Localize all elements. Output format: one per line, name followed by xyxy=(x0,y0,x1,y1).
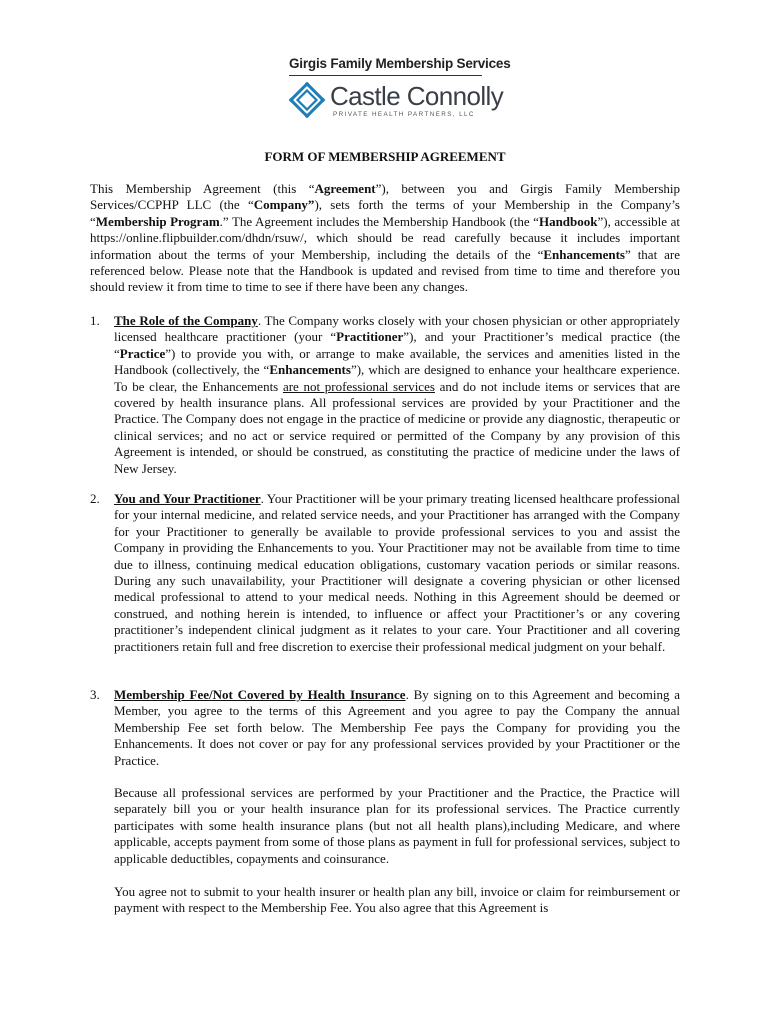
section-3-number: 3. xyxy=(90,687,100,702)
section-2-number: 2. xyxy=(90,491,100,506)
brand-heading: Girgis Family Membership Services xyxy=(289,56,511,71)
section-3-paragraph: Membership Fee/Not Covered by Health Insurance. By signing on to this Agreement and becoming a Member, you agree to the terms of this Agreement and you agree to pay the Company the annual Membership Fee set forth below. The Membership Fee pays the Company for providing you the Enhancements. It does not cover or pay for any professional services provided by your Practitioner or the Practice. xyxy=(114,687,680,768)
document-title: FORM OF MEMBERSHIP AGREEMENT xyxy=(264,149,506,164)
section-2-paragraph: You and Your Practitioner. Your Practitioner will be your primary treating licensed healthcare professional for your internal medicine, and related service needs, and your Practitioner has arranged with the Company for your Practitioner to generally be available to provide professional services to you and assist the Company in providing the Enhancements to you. Your Practitioner may not be available from time to time due to illness, continuing medical education obligations, customary vacation periods or similar reasons. During any such unavailability, your Practitioner will designate a covering physician or other licensed medical professional to attend to your medical needs. Nothing in this Agreement should be deemed or construed, and nothing herein is intended, to influence or affect your Practitioner’s or any covering practitioner’s independent clinical judgment as it relates to your care. Your Practitioner and all covering practitioners retain full and free discretion to exercise their professional medical judgment on your behalf. xyxy=(114,491,681,654)
section-3-heading: Membership Fee/Not Covered by Health Insurance xyxy=(114,687,406,702)
logo-name: Castle Connolly xyxy=(330,81,504,111)
section-1-number: 1. xyxy=(90,313,100,328)
castle-connolly-emblem-icon xyxy=(288,81,326,119)
section-3-subparagraph-2: You agree not to submit to your health insurer or health plan any bill, invoice or claim for reimbursement or payment with respect to the Membership Fee. You also agree that this Agreement is xyxy=(114,884,680,916)
section-1-paragraph: The Role of the Company. The Company works closely with your chosen physician or other appropriately licensed healthcare practitioner (your “Practitioner”), and your Practitioner’s medical practice (the “Practice”) to provide you with, or arrange to make available, the services and amenities listed in the Handbook (collectively, the “Enhancements”), which are designed to enhance your healthcare experience. To be clear, the Enhancements are not professional services and do not include items or services that are covered by health insurance plans. All professional services are provided by your Practitioner and the Practice. The Company does not engage in the practice of medicine or provide any diagnostic, therapeutic or clinical services; and no act or service required or permitted of the Company by any provision of this Agreement is intended, or should be construed, as constituting the practice of medicine under the laws of New Jersey. xyxy=(114,313,680,476)
section-1-heading: The Role of the Company xyxy=(114,313,258,328)
logo-tagline: PRIVATE HEALTH PARTNERS, LLC xyxy=(333,111,475,118)
brand-divider xyxy=(289,75,482,76)
section-3-subparagraph-1: Because all professional services are performed by your Practitioner and the Practice, the Practice will separately bill you or your health insurance plan for its professional services. The Practice currently participates with some health insurance plans (but not all health plans),including Medicare, and where applicable, accepts payment from some of those plans as payment in full for professional services, subject to applicable deductibles, copayments and coinsurance. xyxy=(114,785,680,866)
section-2-heading: You and Your Practitioner xyxy=(114,491,261,506)
intro-paragraph: This Membership Agreement (this “Agreement”), between you and Girgis Family Membership Services/CCPHP LLC (the “Company”), sets forth the terms of your Membership in the Company’s “Membership Program.” The Agreement includes the Membership Handbook (the “Handbook”), accessible at https://online.flipbuilder.com/dhdn/rsuw/, which should be read carefully because it includes important information about the terms of your Membership, including the details of the “Enhancements” that are referenced below. Please note that the Handbook is updated and revised from time to time and therefore you should review it from time to time to see if there have been any changes. xyxy=(90,181,681,295)
